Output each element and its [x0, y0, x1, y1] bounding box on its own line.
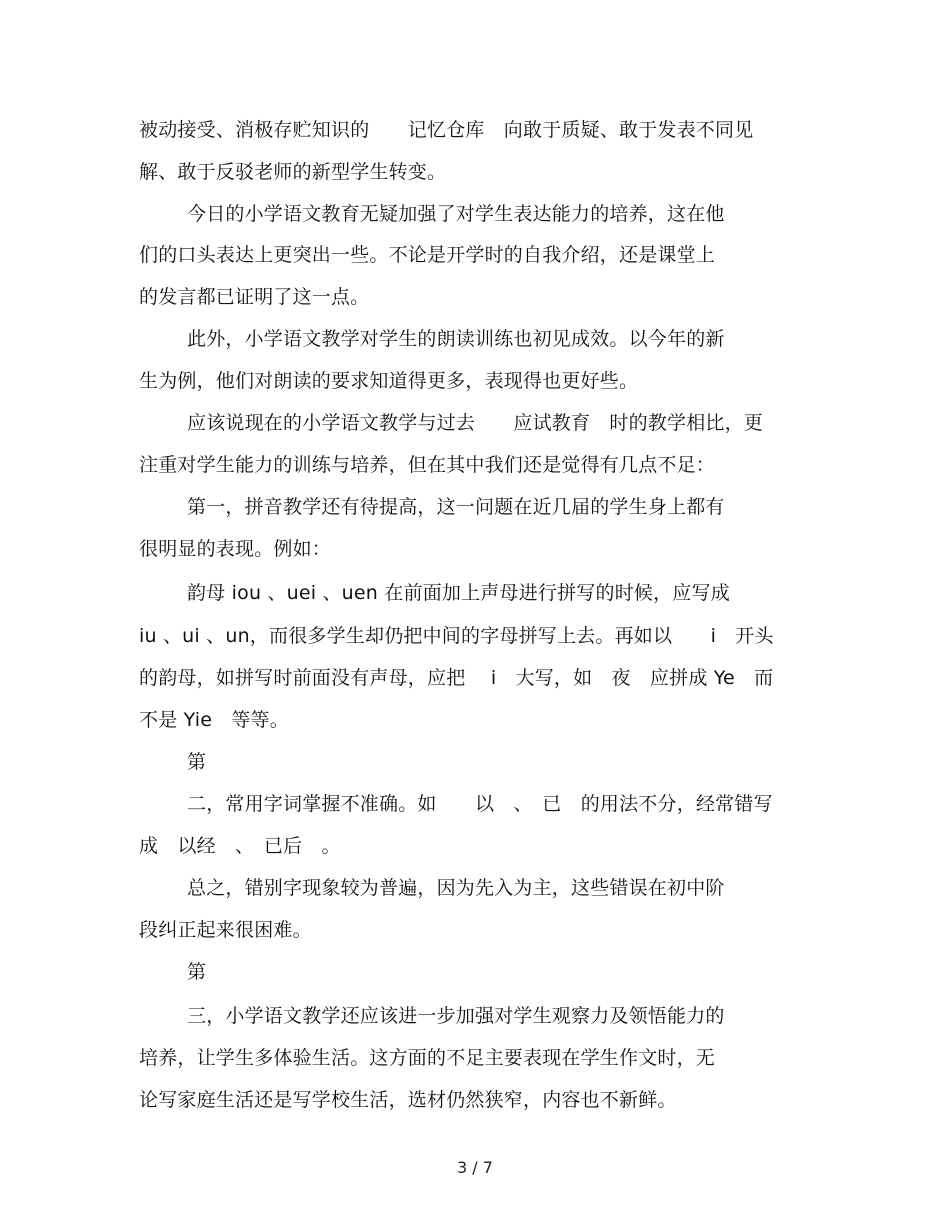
- text-line-10: 第一，拼音教学还有待提高，这一问题在近几届的学生身上都有: [187, 496, 725, 518]
- page-number: 3 / 7: [457, 1158, 493, 1177]
- text-line-20: 段纠正起来很困难。: [139, 919, 312, 941]
- text-line-17: 二，常用字词掌握不准确。如 以 、 已 的用法不分，经常错写: [187, 793, 773, 815]
- text-line-15: 不是 Yie 等等。: [139, 709, 289, 731]
- text-line-1: 被动接受、消极存贮知识的 记忆仓库 向敢于质疑、敢于发表不同见: [139, 119, 754, 141]
- text-line-21: 第: [187, 961, 207, 983]
- text-line-3: 今日的小学语文教育无疑加强了对学生表达能力的培养，这在他: [187, 203, 725, 225]
- text-line-13: iu 、ui 、un，而很多学生却仍把中间的字母拼写上去。再如以 i 开头: [139, 625, 774, 647]
- text-line-18: 成 以经 、 已后 。: [139, 835, 341, 857]
- text-line-14: 的韵母，如拼写时前面没有声母，应把 i 大写，如 夜 应拼成 Ye 而: [139, 667, 774, 689]
- text-line-6: 此外，小学语文教学对学生的朗读训练也初见成效。以今年的新: [187, 328, 725, 350]
- text-line-19: 总之，错别字现象较为普遍，因为先入为主，这些错误在初中阶: [187, 877, 725, 899]
- text-line-24: 论写家庭生活还是写学校生活，选材仍然狭窄，内容也不新鲜。: [139, 1089, 677, 1111]
- text-line-2: 解、敢于反驳老师的新型学生转变。: [139, 161, 447, 183]
- text-line-5: 的发言都已证明了这一点。: [139, 286, 370, 308]
- text-line-8: 应该说现在的小学语文教学与过去 应试教育 时的教学相比，更: [187, 412, 764, 434]
- text-line-9: 注重对学生能力的训练与培养，但在其中我们还是觉得有几点不足：: [139, 454, 716, 476]
- text-line-12: 韵母 iou 、uei 、uen 在前面加上声母进行拼写的时候，应写成: [187, 582, 730, 604]
- text-line-4: 们的口头表达上更突出一些。不论是开学时的自我介绍，还是课堂上: [139, 244, 716, 266]
- text-line-22: 三，小学语文教学还应该进一步加强对学生观察力及领悟能力的: [187, 1005, 725, 1027]
- text-line-11: 很明显的表现。例如：: [139, 538, 332, 560]
- text-line-7: 生为例，他们对朗读的要求知道得更多，表现得也更好些。: [139, 370, 639, 392]
- text-line-23: 培养，让学生多体验生活。这方面的不足主要表现在学生作文时，无: [139, 1047, 716, 1069]
- text-line-16: 第: [187, 751, 207, 773]
